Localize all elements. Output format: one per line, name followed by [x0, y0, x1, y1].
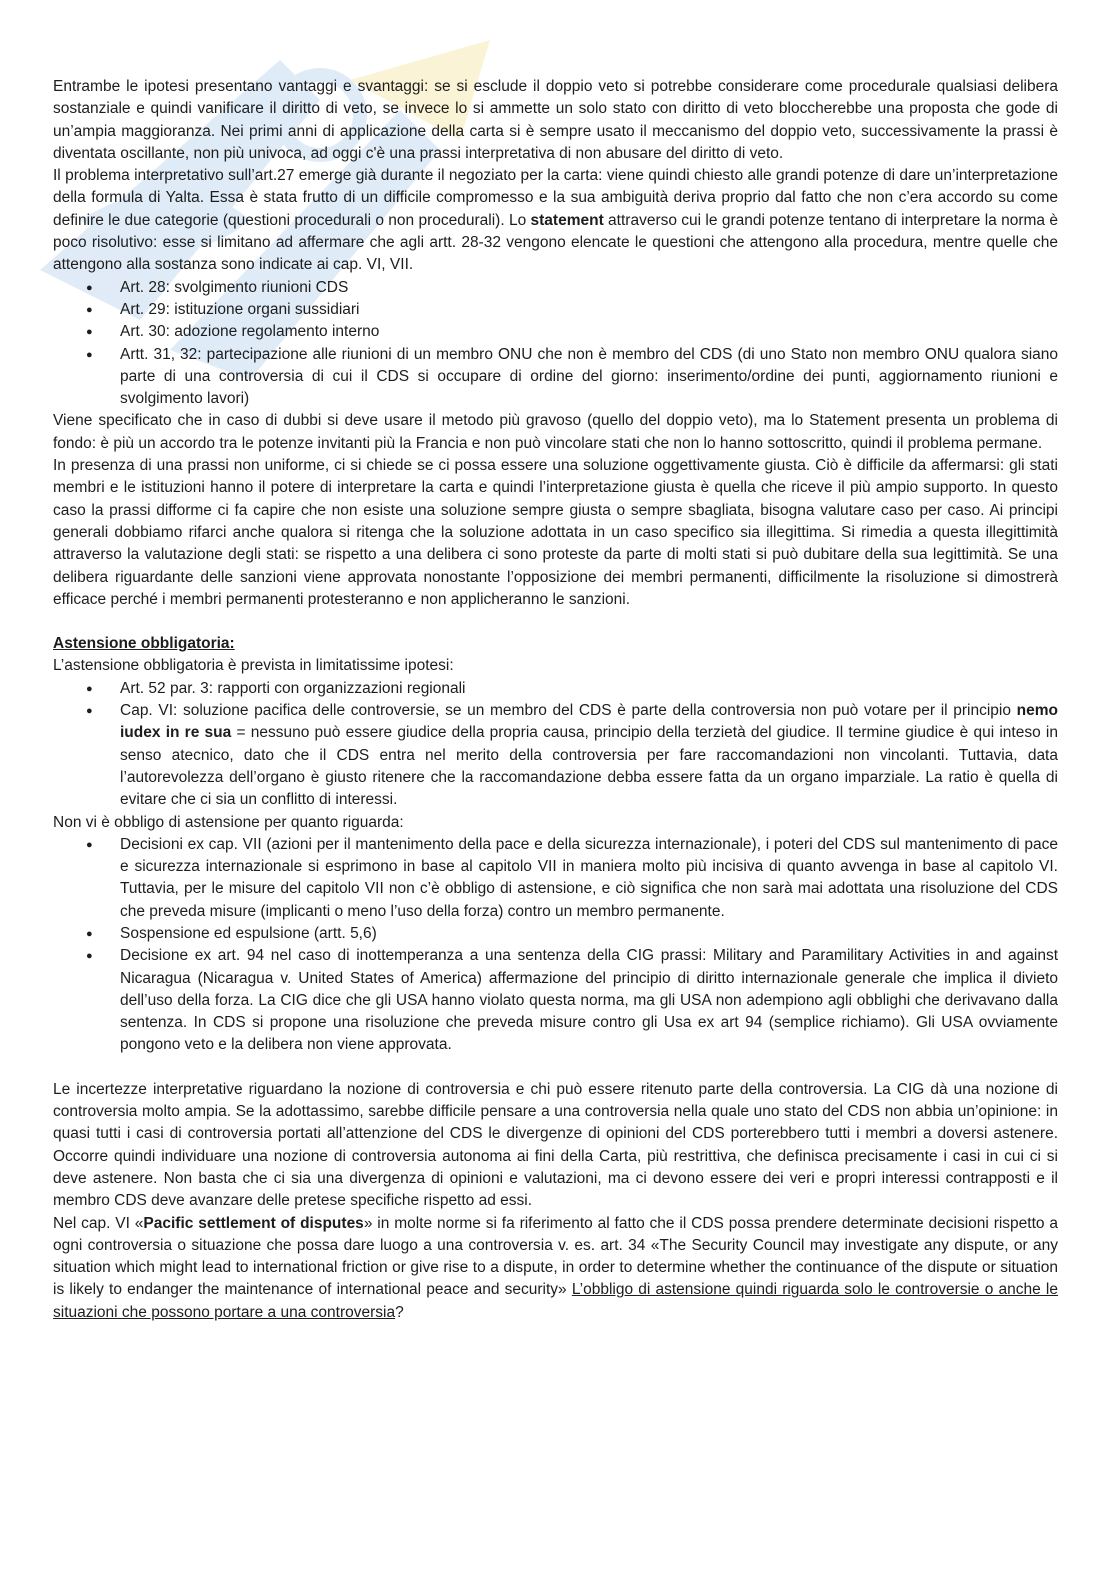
paragraph-no-obligation: Non vi è obbligo di astensione per quanto riguarda:: [53, 813, 404, 831]
list-item: ● Art. 30: adozione regolamento interno: [53, 321, 1058, 343]
paragraph-statement: Viene specificato che in caso di dubbi si deve usare il metodo più gravoso (quello del doppio veto), ma lo Statement presenta un problema di fondo: è più un accordo tra le potenze invitanti più la Francia e non può vincolare stati che non lo hanno sottoscritto, quindi il problema permane.: [53, 412, 1058, 452]
procedure-articles-list: [53, 277, 1058, 411]
list-item: ● Artt. 31, 32: partecipazione alle riunioni di un membro ONU che non è membro del CDS (di uno Stato non membro ONU qualora siano parte di una controversia di cui il CDS si occupare di ordine del giorno: inserimento/ordine dei punti, aggiornamento riunioni e svolgimento lavori): [53, 344, 1058, 411]
paragraph-prassi: In presenza di una prassi non uniforme, ci si chiede se ci possa essere una soluzione oggettivamente giusta. Ciò è difficile da affermarsi: gli stati membri e le istituzioni hanno il potere di interpretare la carta e quindi l’interpretazione giusta è quella che riceve il più ampio supporto. In questo caso la prassi difforme ci fa capire che non esiste una soluzione sempre giusta o sempre sbagliata, bisogna valutare caso per caso. Ai principi generali dobbiamo rifarci anche qualora si ritenga che la soluzione adottata in un caso specifico sia illegittima. Si rimedia a questa illegittimità attraverso la valutazione degli stati: se rispetto a una delibera ci sono proteste da parte di molti stati si può dubitare della sua legittimità. Se una delibera riguardante delle sanzioni viene approvata nonostante l’opposizione dei membri permanenti, difficilmente la risoluzione si dimostrerà efficace perché i membri permanenti protesteranno e non applicheranno le sanzioni.: [53, 457, 1058, 608]
document-body: [53, 76, 1058, 1324]
paragraph-double-veto: Entrambe le ipotesi presentano vantaggi e svantaggi: se si esclude il doppio veto si potrebbe considerare come procedurale qualsiasi delibera sostanziale e quindi vanificare il diritto di veto, se invece lo si ammette un solo stato con diritto di veto bloccherebbe una proposta che gode di un’ampia maggioranza. Nei primi anni di applicazione della carta si è sempre usato il meccanismo del doppio veto, successivamente la prassi è diventata oscillante, non più univoca, ad oggi c'è una prassi interpretativa di non abusare del diritto di veto.: [53, 78, 1058, 162]
section-heading: Astensione obbligatoria:: [53, 635, 235, 653]
underlined-question: L’obbligo di astensione quindi riguarda solo le controversie o anche le situazioni che possono portare a una controversia: [53, 1281, 1058, 1321]
paragraph-art27: Il problema interpretativo sull’art.27 emerge già durante il negoziato per la carta: viene quindi chiesto alle grandi potenze di dare un’interpretazione della formula di Yalta. Essa è stata frutto di un difficile compromesso e la sua ambiguità deriva proprio dal fatto che non c’era accordo su come definire le due categorie (questioni procedurali o non procedurali). Lo statement attraverso cui le grandi potenze tentano di interpretare la norma è poco risolutivo: esse si limitano ad affermare che agli artt. 28-32 vengono elencate le questioni che attengono alla procedura, mentre quelle che attengono alla sostanza sono indicate ai cap. VI, VII.: [53, 167, 1058, 274]
spacer: [53, 611, 1058, 633]
list-item: ● Decisioni ex cap. VII (azioni per il mantenimento della pace e della sicurezza internazionale), i poteri del CDS sul mantenimento di pace e sicurezza internazionale si esprimono in base al capitolo VII in maniera molto più incisiva di quanto avvenga in base al capitolo VI. Tuttavia, per le misure del capitolo VII non c’è obbligo di astensione, e ciò significa che non sarà mai adottata una risoluzione del CDS che preveda misure (implicanti o meno l’uso della forza) contro un membro permanente.: [53, 834, 1058, 923]
bold-pacific-settlement: Pacific settlement of disputes: [143, 1214, 364, 1232]
paragraph-controversia: Le incertezze interpretative riguardano la nozione di controversia e chi può essere ritenuto parte della controversia. La CIG dà una nozione di controversia molto ampia. Se la adottassimo, sarebbe difficile pensare a una controversia nella quale uno stato del CDS non abbia un’opinione: in quasi tutti i casi di controversia portati all’attenzione del CDS le divergenze di opinioni del CDS porterebbero tutti i membri a doversi astenere. Occorre quindi individuare una nozione di controversia autonoma ai fini della Carta, più restrittiva, che definisca precisamente i casi in cui ci si deve astenere. Non basta che ci sia una divergenza di opinioni e valutazioni, ma ci devono essere dei veri e propri interessi contrapposti e il membro CDS deve avanzare delle pretese specifiche rispetto ad essi.: [53, 1080, 1058, 1210]
bold-statement: statement: [530, 211, 604, 229]
list-item: ● Art. 28: svolgimento riunioni CDS: [53, 277, 1058, 299]
list-item: ● Decisione ex art. 94 nel caso di inottemperanza a una sentenza della CIG prassi: Military and Paramilitary Activities in and against Nicaragua (Nicaragua v. United States of America) affermazione del principio di diritto internazionale generale che implica il divieto dell’uso della forza. La CIG dice che gli USA hanno violato questa norma, ma gli USA non adempiono agli obblighi che derivavano dalla sentenza. In CDS si propone una risoluzione che preveda misure contro gli Usa ex art 94 (semplice richiamo). Gli USA ovviamente pongono veto e la delibera non viene approvata.: [53, 945, 1058, 1056]
mandatory-abstention-list: [53, 678, 1058, 812]
list-item: ● Art. 52 par. 3: rapporti con organizzazioni regionali: [53, 678, 1058, 700]
spacer: [53, 1057, 1058, 1079]
no-abstention-list: [53, 834, 1058, 1057]
list-item: ● Sospensione ed espulsione (artt. 5,6): [53, 923, 1058, 945]
list-item: ● Cap. VI: soluzione pacifica delle controversie, se un membro del CDS è parte della controversia non può votare per il principio nemo iudex in re sua = nessuno può essere giudice della propria causa, principio della terzietà del giudice. Il termine giudice è qui inteso in senso atecnico, dato che il CDS entra nel merito della controversia per fare raccomandazioni non vincolanti. Tuttavia, data l’autorevolezza dell’organo è giusto ritenere che la raccomandazione debba essere fatta da un organo imparziale. La ratio è quella di evitare che ci sia un conflitto di interessi.: [53, 700, 1058, 811]
list-item: ● Art. 29: istituzione organi sussidiari: [53, 299, 1058, 321]
paragraph-intro-astensione: L’astensione obbligatoria è prevista in limitatissime ipotesi:: [53, 657, 454, 675]
bold-nemo-iudex: nemo iudex in re sua: [120, 702, 1058, 742]
paragraph-cap-vi: Nel cap. VI «Pacific settlement of disputes» in molte norme si fa riferimento al fatto che il CDS possa prendere determinate decisioni rispetto a ogni controversia o situazione che possa dare luogo a una controversia v. es. art. 34 «The Security Council may investigate any dispute, or any situation which might lead to international friction or give rise to a dispute, in order to determine whether the continuance of the dispute or situation is likely to endanger the maintenance of international peace and security» L’obbligo di astensione quindi riguarda solo le controversie o anche le situazioni che possono portare a una controversia?: [53, 1214, 1059, 1321]
